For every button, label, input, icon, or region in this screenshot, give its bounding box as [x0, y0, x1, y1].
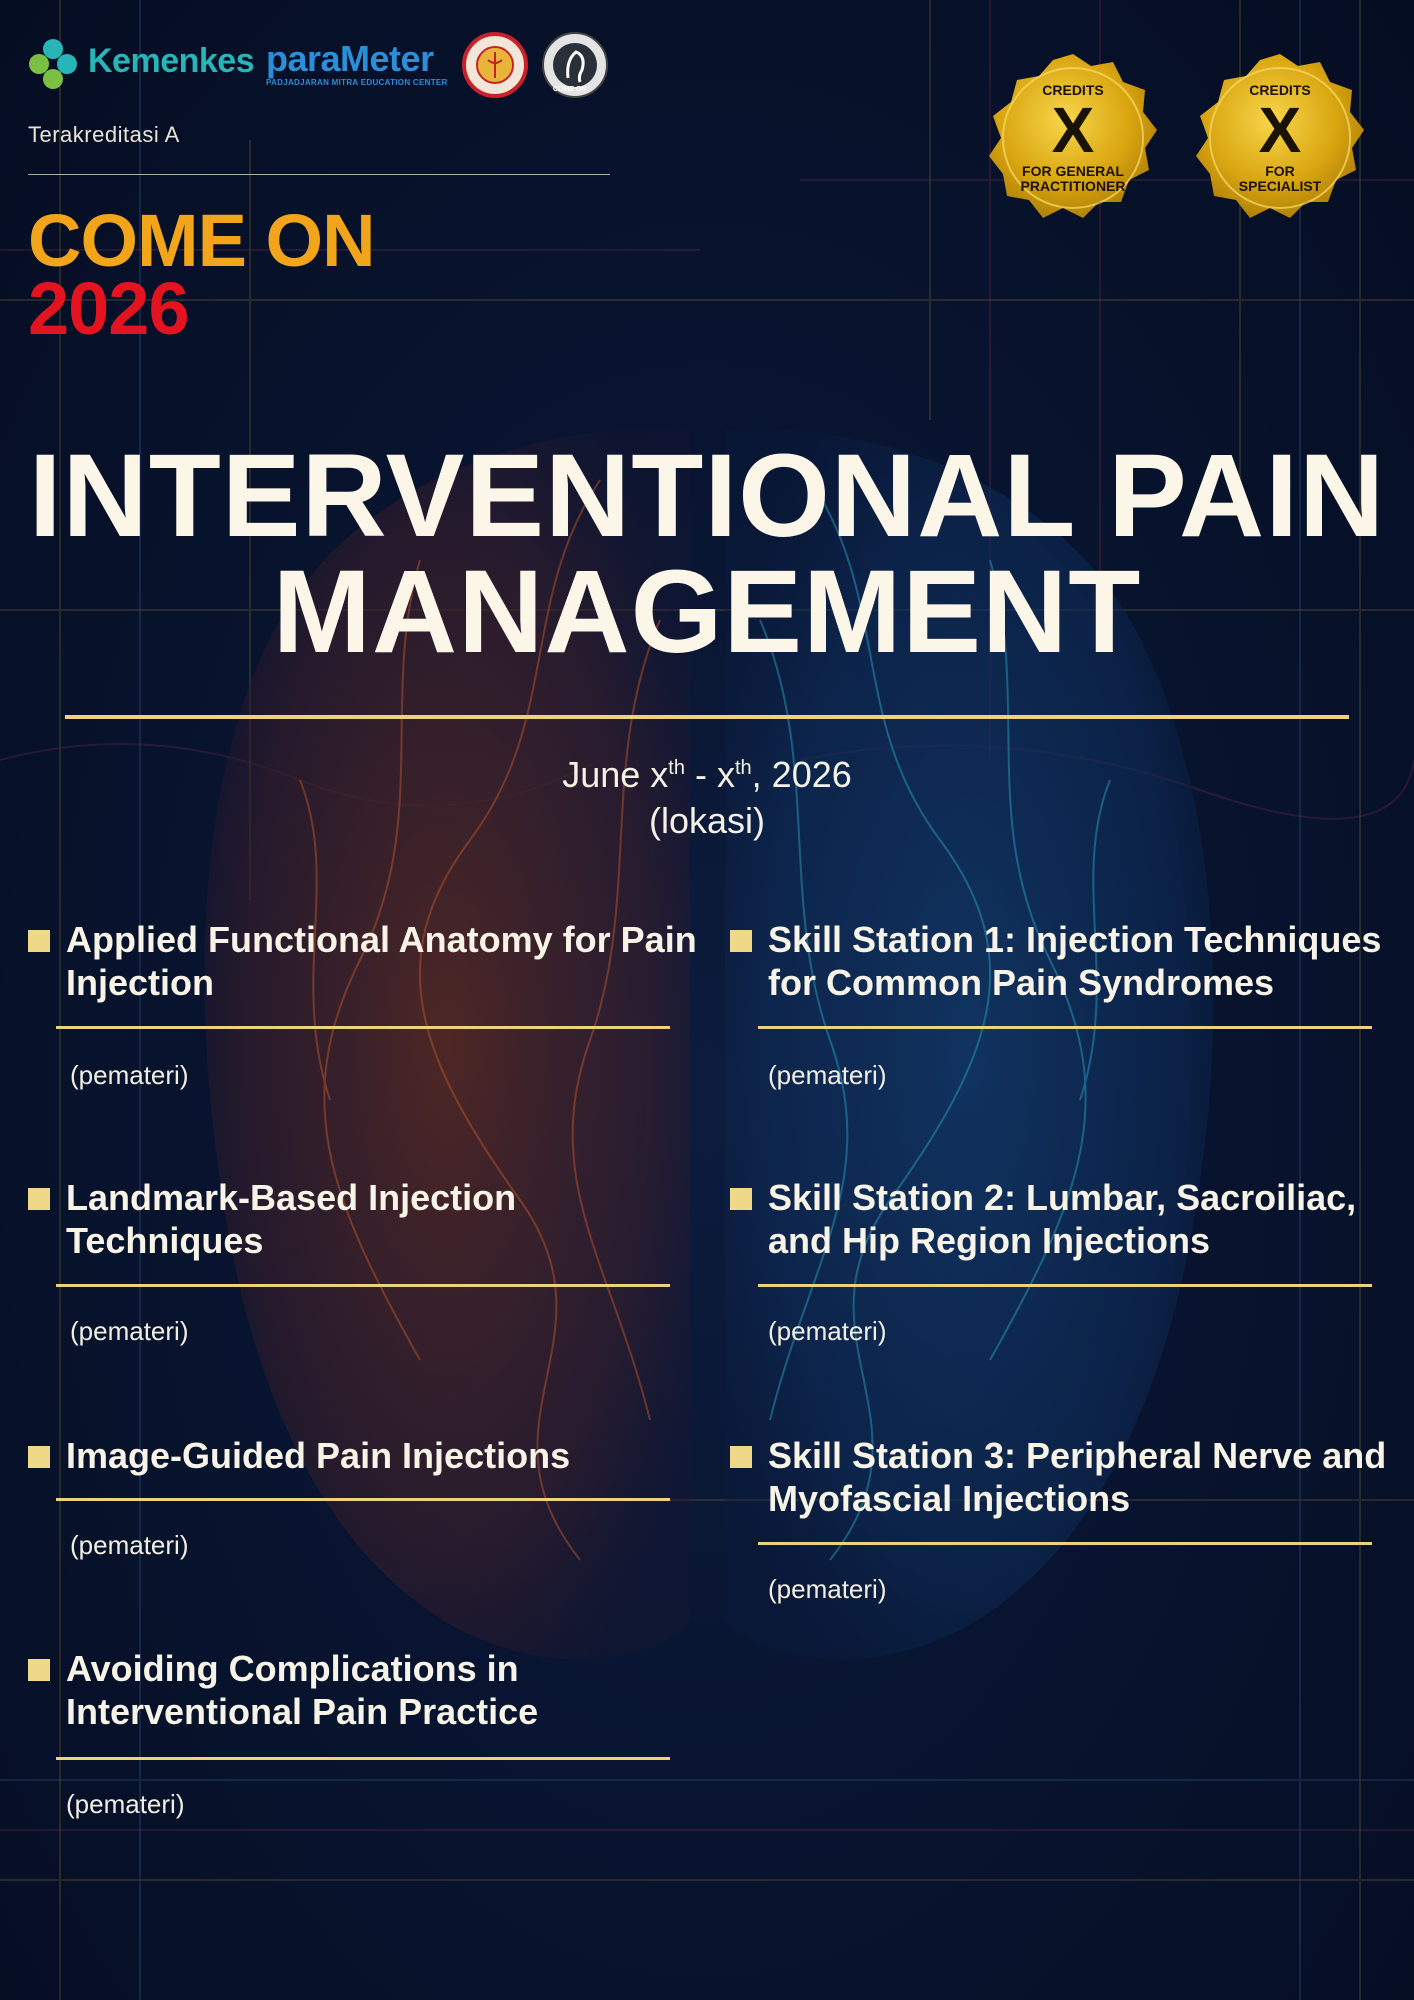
- bullet-square-icon: [730, 1446, 752, 1468]
- comeon-seal-label: COME ON: [553, 86, 587, 93]
- session-divider: [56, 1026, 670, 1029]
- date-year: , 2026: [751, 754, 852, 795]
- session-title-line2: Injection: [66, 962, 215, 1003]
- session-title: [768, 1176, 1408, 1262]
- credit-badge-specialist: [1190, 48, 1370, 228]
- header-divider: [28, 174, 610, 175]
- title-divider: [65, 715, 1349, 719]
- session-title-line1: Applied Functional Anatomy for Pain: [66, 919, 697, 960]
- credit-badge-general: [983, 48, 1163, 228]
- event-title-line1: INTERVENTIONAL PAIN: [28, 430, 1386, 562]
- session-title: [66, 1647, 706, 1733]
- badge-credits-label: CREDITS: [1042, 82, 1104, 98]
- badge-audience: [983, 164, 1163, 194]
- date-end: - x: [684, 754, 735, 795]
- session-divider: [758, 1026, 1372, 1029]
- brand-year: 2026: [28, 267, 189, 350]
- session-speaker: (pemateri): [70, 1316, 189, 1346]
- bullet-square-icon: [730, 1188, 752, 1210]
- session-title-line1: Skill Station 3: Peripheral Nerve and: [768, 1435, 1387, 1476]
- kemenkes-logo-text: Kemenkes: [88, 42, 255, 80]
- kemenkes-logo-icon: [28, 38, 78, 90]
- session-title-line1: Landmark-Based Injection: [66, 1177, 517, 1218]
- session-speaker: (pemateri): [70, 1530, 189, 1560]
- bullet-square-icon: [28, 1659, 50, 1681]
- event-title-line2: MANAGEMENT: [272, 546, 1142, 678]
- session-speaker: (pemateri): [768, 1574, 887, 1604]
- session-title-line1: Avoiding Complications in: [66, 1648, 519, 1689]
- session-title: [66, 1176, 706, 1262]
- badge-audience-line1: FOR GENERAL: [1022, 163, 1124, 179]
- accreditation-label: Terakreditasi A: [28, 122, 180, 147]
- perdossi-seal-icon: [462, 32, 528, 98]
- bullet-square-icon: [28, 1446, 50, 1468]
- session-speaker: (pemateri): [768, 1060, 887, 1090]
- session-title-line1: Skill Station 2: Lumbar, Sacroiliac,: [768, 1177, 1357, 1218]
- brand-come-on: COME ON: [28, 199, 375, 282]
- session-title-line1: Skill Station 1: Injection Techniques: [768, 919, 1382, 960]
- session-title: [768, 918, 1408, 1004]
- date-start-suffix: th: [668, 757, 685, 779]
- session-title-line2: and Hip Region Injections: [768, 1220, 1211, 1261]
- session-title: [66, 1434, 706, 1477]
- badge-audience-line1: FOR: [1265, 163, 1295, 179]
- bullet-square-icon: [28, 1188, 50, 1210]
- session-divider: [758, 1542, 1372, 1545]
- session-title-line2: Interventional Pain Practice: [66, 1691, 539, 1732]
- event-date: [0, 754, 1414, 796]
- session-title: [768, 1434, 1408, 1520]
- session-title-line2: Myofascial Injections: [768, 1478, 1131, 1519]
- badge-audience-line2: SPECIALIST: [1238, 178, 1322, 194]
- session-title-line2: for Common Pain Syndromes: [768, 962, 1275, 1003]
- bullet-square-icon: [28, 930, 50, 952]
- date-end-suffix: th: [734, 757, 752, 779]
- parameter-logo-text: paraMeter: [266, 38, 434, 79]
- badge-audience-line2: PRACTITIONER: [1020, 178, 1126, 194]
- session-title-line2: Techniques: [66, 1220, 264, 1261]
- session-divider: [758, 1284, 1372, 1287]
- date-start: June x: [562, 754, 669, 795]
- session-speaker: (pemateri): [70, 1060, 189, 1090]
- session-divider: [56, 1284, 670, 1287]
- bullet-square-icon: [730, 930, 752, 952]
- event-location: (lokasi): [648, 800, 765, 841]
- session-speaker: (pemateri): [66, 1789, 185, 1819]
- parameter-logo-subtitle: PADJADJARAN MITRA EDUCATION CENTER: [266, 78, 448, 87]
- badge-credits-value: X: [1051, 94, 1095, 166]
- session-divider: [56, 1498, 670, 1501]
- badge-credits-value: X: [1258, 94, 1302, 166]
- badge-credits-label: CREDITS: [1249, 82, 1311, 98]
- session-title: [66, 918, 706, 1004]
- session-title-line1: Image-Guided Pain Injections: [66, 1435, 571, 1476]
- session-speaker: (pemateri): [768, 1316, 887, 1346]
- badge-audience: [1190, 164, 1370, 194]
- session-divider: [56, 1757, 670, 1760]
